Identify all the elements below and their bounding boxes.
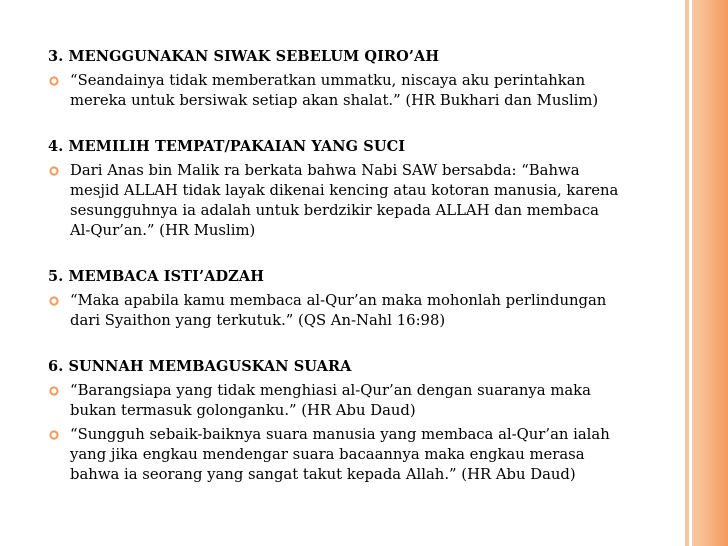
bullet-line: Dari Anas bin Malik ra berkata bahwa Nabi SAW bersabda: “Bahwa	[70, 162, 580, 179]
bullet-item	[48, 161, 678, 241]
bullet-item	[48, 425, 678, 485]
bullet-line: dari Syaithon yang terkutuk.” (QS An-Nahl 16:98)	[70, 312, 446, 329]
bullet-item	[48, 71, 678, 111]
bullet-line: bukan termasuk golonganku.” (HR Abu Daud)	[70, 402, 416, 419]
bullet-line: sesungguhnya ia adalah untuk berdzikir kepada ALLAH dan membaca	[70, 202, 599, 219]
bullet-line: Al-Qur’an.” (HR Muslim)	[70, 222, 256, 239]
bullet-line: yang jika engkau mendengar suara bacaannya maka engkau merasa	[70, 446, 585, 463]
bullet-item	[48, 291, 678, 331]
circle-bullet-icon	[49, 296, 59, 306]
section-title: 3. MENGGUNAKAN SIWAK SEBELUM QIRO’AH	[48, 48, 440, 65]
section-suara	[48, 357, 678, 485]
slide-content	[48, 47, 678, 511]
circle-bullet-icon	[49, 386, 59, 396]
section-title: 6. SUNNAH MEMBAGUSKAN SUARA	[48, 358, 352, 375]
decorative-side-bar	[692, 0, 728, 546]
section-title: 4. MEMILIH TEMPAT/PAKAIAN YANG SUCI	[48, 138, 406, 155]
circle-bullet-icon	[49, 430, 59, 440]
circle-bullet-icon	[49, 76, 59, 86]
bullet-line: “Sungguh sebaik-baiknya suara manusia yang membaca al-Qur’an ialah	[70, 426, 610, 443]
section-title: 5. MEMBACA ISTI’ADZAH	[48, 268, 265, 285]
circle-bullet-icon	[49, 166, 59, 176]
bullet-line: “Seandainya tidak memberatkan ummatku, niscaya aku perintahkan	[70, 72, 586, 89]
bullet-line: “Maka apabila kamu membaca al-Qur’an maka mohonlah perlindungan	[70, 292, 607, 309]
bullet-line: mereka untuk bersiwak setiap akan shalat.” (HR Bukhari dan Muslim)	[70, 92, 599, 109]
bullet-line: “Barangsiapa yang tidak menghiasi al-Qur’an dengan suaranya maka	[70, 382, 591, 399]
bullet-item	[48, 381, 678, 421]
section-siwak	[48, 47, 678, 111]
section-istiadzah	[48, 267, 678, 331]
bullet-line: bahwa ia seorang yang sangat takut kepada Allah.” (HR Abu Daud)	[70, 466, 576, 483]
bullet-line: mesjid ALLAH tidak layak dikenai kencing atau kotoran manusia, karena	[70, 182, 619, 199]
section-tempat-suci	[48, 137, 678, 241]
